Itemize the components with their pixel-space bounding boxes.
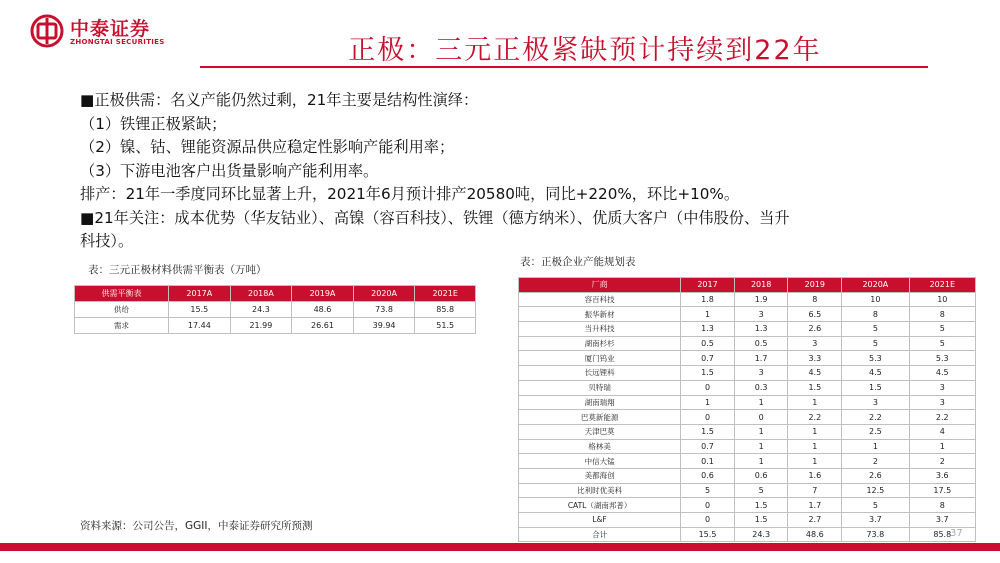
table-cell: 0.3 xyxy=(734,380,788,395)
row-label: 巴莫新能源 xyxy=(519,410,681,425)
column-header: 2021E xyxy=(909,278,975,293)
table-row xyxy=(519,483,976,498)
table-header-row xyxy=(75,286,476,302)
table-row xyxy=(519,498,976,513)
row-label: 振华新材 xyxy=(519,307,681,322)
table-row xyxy=(519,410,976,425)
table-cell: 5 xyxy=(842,322,909,337)
bullet-line: 排产：21年一季度同环比显著上升，2021年6月预计排产20580吨，同比+220%，环比+10%。 xyxy=(80,185,740,203)
table-cell: 39.94 xyxy=(353,318,415,334)
column-header: 2020A xyxy=(353,286,415,302)
row-label: 当升科技 xyxy=(519,322,681,337)
capacity-plan-table xyxy=(518,277,976,542)
table-cell: 1.5 xyxy=(842,380,909,395)
table-cell: 1 xyxy=(681,307,735,322)
table-cell: 26.61 xyxy=(292,318,354,334)
table-cell: 15.5 xyxy=(169,302,231,318)
row-label: 美都海创 xyxy=(519,468,681,483)
table-row xyxy=(75,302,476,318)
table-cell: 2.2 xyxy=(788,410,842,425)
table-cell: 1 xyxy=(788,439,842,454)
table-cell: 5 xyxy=(842,498,909,513)
table-cell: 0.7 xyxy=(681,439,735,454)
column-header: 2018 xyxy=(734,278,788,293)
table-cell: 1 xyxy=(734,424,788,439)
table-cell: 0.5 xyxy=(681,336,735,351)
table-cell: 15.5 xyxy=(681,527,735,542)
table-row xyxy=(519,292,976,307)
table-cell: 8 xyxy=(909,498,975,513)
table-row xyxy=(519,527,976,542)
footer-bar xyxy=(0,543,1000,551)
row-label: 容百科技 xyxy=(519,292,681,307)
column-header: 2017 xyxy=(681,278,735,293)
table-cell: 0 xyxy=(681,380,735,395)
row-label: 长远锂科 xyxy=(519,366,681,381)
table-row xyxy=(519,424,976,439)
table-cell: 8 xyxy=(788,292,842,307)
table-cell: 5 xyxy=(842,336,909,351)
table-cell: 1.8 xyxy=(681,292,735,307)
table-cell: 1.6 xyxy=(788,468,842,483)
row-label: CATL（湖南邦普） xyxy=(519,498,681,513)
table-row xyxy=(519,513,976,528)
table-cell: 2.7 xyxy=(788,513,842,528)
table-row xyxy=(519,439,976,454)
table-cell: 2 xyxy=(842,454,909,469)
table-cell: 3 xyxy=(788,336,842,351)
table2-caption: 表：正极企业产能规划表 xyxy=(520,256,636,268)
table-cell: 2 xyxy=(909,454,975,469)
table-cell: 7 xyxy=(788,483,842,498)
table-cell: 0.6 xyxy=(681,468,735,483)
table-cell: 1 xyxy=(788,454,842,469)
row-label: 合计 xyxy=(519,527,681,542)
table-cell: 1 xyxy=(681,395,735,410)
table-cell: 1.3 xyxy=(734,322,788,337)
table-cell: 4 xyxy=(909,424,975,439)
table-cell: 0.7 xyxy=(681,351,735,366)
table-cell: 3 xyxy=(842,395,909,410)
table-cell: 51.5 xyxy=(415,318,476,334)
bullet-line: 科技）。 xyxy=(80,232,134,250)
column-header: 2020A xyxy=(842,278,909,293)
table-cell: 1 xyxy=(909,439,975,454)
column-header: 2017A xyxy=(169,286,231,302)
row-label: 需求 xyxy=(75,318,169,334)
table-cell: 0.6 xyxy=(734,468,788,483)
bullet-line: ■正极供需：名义产能仍然过剩，21年主要是结构性演绎： xyxy=(80,91,479,109)
row-label: 厦门钨业 xyxy=(519,351,681,366)
column-header: 2019 xyxy=(788,278,842,293)
table-row xyxy=(519,380,976,395)
table-cell: 10 xyxy=(842,292,909,307)
table-cell: 85.8 xyxy=(909,527,975,542)
table-cell: 10 xyxy=(909,292,975,307)
table-cell: 4.5 xyxy=(788,366,842,381)
bullet-line: （3）下游电池客户出货量影响产能利用率。 xyxy=(80,161,379,180)
table-cell: 5 xyxy=(734,483,788,498)
table-cell: 24.3 xyxy=(734,527,788,542)
table-cell: 17.44 xyxy=(169,318,231,334)
table-cell: 1.5 xyxy=(788,380,842,395)
table-cell: 1 xyxy=(734,454,788,469)
row-label: L&F xyxy=(519,513,681,528)
table-cell: 2.2 xyxy=(842,410,909,425)
row-label: 格林美 xyxy=(519,439,681,454)
brand-name-cn: 中泰证券 xyxy=(70,18,151,40)
table-cell: 1.5 xyxy=(681,366,735,381)
table-row xyxy=(519,454,976,469)
table-cell: 21.99 xyxy=(230,318,292,334)
table-cell: 3.7 xyxy=(909,513,975,528)
page-title: 正极：三元正极紧缺预计持续到22年 xyxy=(348,35,822,66)
bullet-line: ■21年关注：成本优势（华友钴业）、高镍（容百科技）、铁锂（德方纳米）、优质大客户（中伟股份、当升 xyxy=(80,208,790,227)
table-cell: 1.9 xyxy=(734,292,788,307)
bullet-list xyxy=(80,89,940,254)
table-cell: 8 xyxy=(909,307,975,322)
table-cell: 3 xyxy=(909,395,975,410)
table-cell: 24.3 xyxy=(230,302,292,318)
table-cell: 1 xyxy=(842,439,909,454)
table-cell: 6.5 xyxy=(788,307,842,322)
table-cell: 3 xyxy=(734,366,788,381)
row-label: 供给 xyxy=(75,302,169,318)
table-row xyxy=(519,351,976,366)
table-cell: 1.3 xyxy=(681,322,735,337)
bullet-line: （2）镍、钴、锂能资源品供应稳定性影响产能利用率； xyxy=(80,138,455,156)
table-cell: 5 xyxy=(909,322,975,337)
row-label: 湖南杉杉 xyxy=(519,336,681,351)
table-row xyxy=(519,307,976,322)
column-header: 供需平衡表 xyxy=(75,286,169,302)
table1-caption: 表：三元正极材料供需平衡表（万吨） xyxy=(88,264,267,276)
table-cell: 0.5 xyxy=(734,336,788,351)
table-cell: 3 xyxy=(909,380,975,395)
row-label: 天津巴莫 xyxy=(519,424,681,439)
table-cell: 5 xyxy=(909,336,975,351)
table-cell: 1 xyxy=(734,395,788,410)
table-cell: 4.5 xyxy=(909,366,975,381)
table-row xyxy=(519,395,976,410)
table-cell: 1.5 xyxy=(734,498,788,513)
table-cell: 73.8 xyxy=(353,302,415,318)
column-header: 2021E xyxy=(415,286,476,302)
zhongtai-logo-icon xyxy=(30,14,64,48)
column-header: 厂商 xyxy=(519,278,681,293)
table-cell: 3.6 xyxy=(909,468,975,483)
table-row xyxy=(75,318,476,334)
table-cell: 5.3 xyxy=(842,351,909,366)
table-cell: 5.3 xyxy=(909,351,975,366)
row-label: 湖南瑞翔 xyxy=(519,395,681,410)
column-header: 2018A xyxy=(230,286,292,302)
table-cell: 4.5 xyxy=(842,366,909,381)
table-cell: 2.6 xyxy=(842,468,909,483)
table-cell: 8 xyxy=(842,307,909,322)
table-header-row xyxy=(519,278,976,293)
table-cell: 1 xyxy=(788,424,842,439)
table-cell: 0 xyxy=(681,513,735,528)
table-cell: 48.6 xyxy=(292,302,354,318)
table-cell: 73.8 xyxy=(842,527,909,542)
table-cell: 0 xyxy=(681,410,735,425)
brand-name-en: ZHONGTAI SECURITIES xyxy=(70,38,165,46)
supply-demand-table xyxy=(74,285,476,334)
page-number: 37 xyxy=(950,528,963,539)
table-cell: 48.6 xyxy=(788,527,842,542)
row-label: 中信大锰 xyxy=(519,454,681,469)
brand-logo xyxy=(30,12,180,52)
table-cell: 0.1 xyxy=(681,454,735,469)
table-cell: 12.5 xyxy=(842,483,909,498)
bullet-line: （1）铁锂正极紧缺； xyxy=(80,114,227,133)
table-cell: 1.5 xyxy=(734,513,788,528)
table-cell: 5 xyxy=(681,483,735,498)
table-cell: 3.7 xyxy=(842,513,909,528)
table-cell: 1.7 xyxy=(734,351,788,366)
table-row xyxy=(519,336,976,351)
table-cell: 1 xyxy=(734,439,788,454)
table-row xyxy=(519,468,976,483)
table-cell: 2.2 xyxy=(909,410,975,425)
table-cell: 3 xyxy=(734,307,788,322)
table-cell: 1 xyxy=(788,395,842,410)
row-label: 比利时优美科 xyxy=(519,483,681,498)
table-cell: 1.7 xyxy=(788,498,842,513)
table-cell: 0 xyxy=(734,410,788,425)
table-cell: 0 xyxy=(681,498,735,513)
table-cell: 85.8 xyxy=(415,302,476,318)
title-underline xyxy=(200,66,928,68)
table-cell: 2.5 xyxy=(842,424,909,439)
table-cell: 17.5 xyxy=(909,483,975,498)
source-note: 资料来源：公司公告，GGII，中泰证券研究所预测 xyxy=(80,520,313,532)
table-cell: 3.3 xyxy=(788,351,842,366)
table-cell: 2.6 xyxy=(788,322,842,337)
column-header: 2019A xyxy=(292,286,354,302)
table-cell: 1.5 xyxy=(681,424,735,439)
table-row xyxy=(519,322,976,337)
table-row xyxy=(519,366,976,381)
row-label: 贝特瑞 xyxy=(519,380,681,395)
